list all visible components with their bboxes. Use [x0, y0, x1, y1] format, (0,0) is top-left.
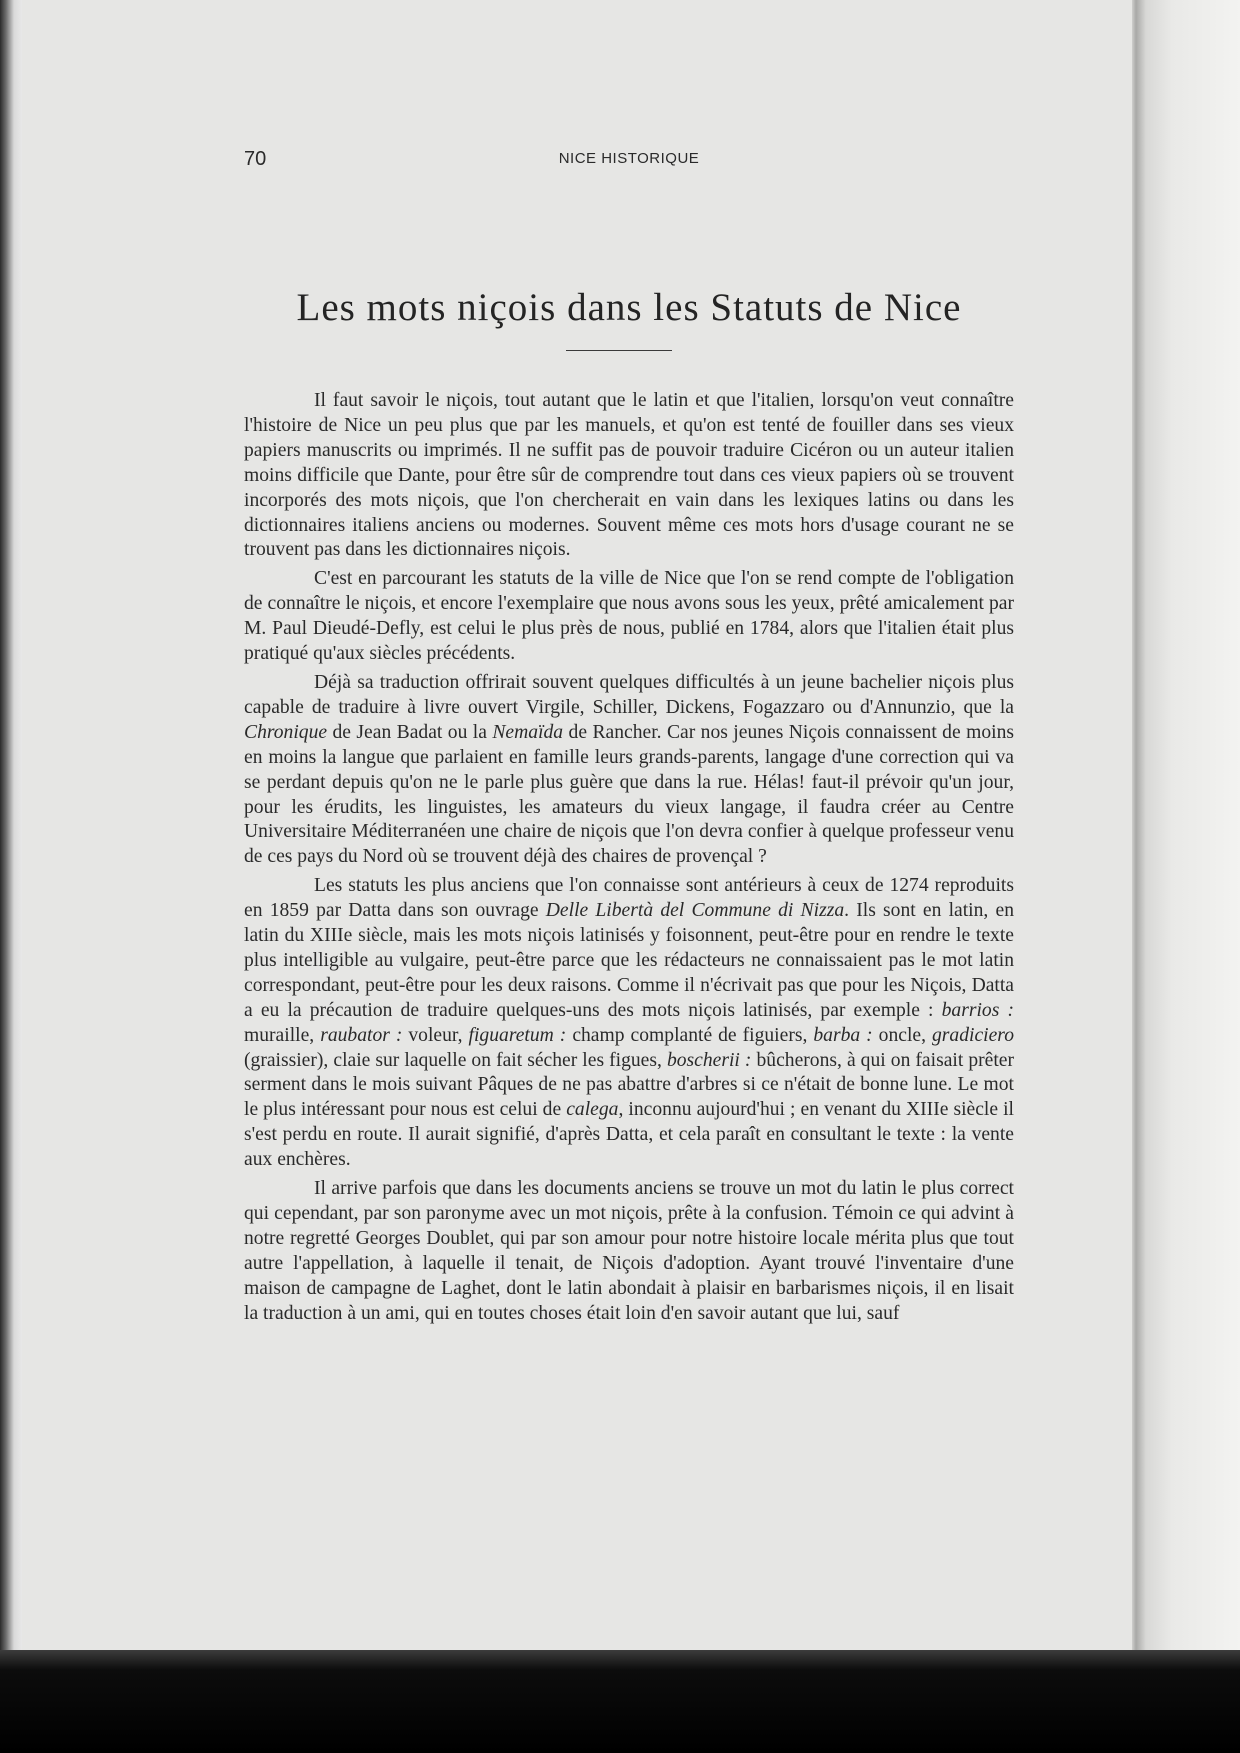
chronique-title: Chronique — [244, 721, 328, 743]
paragraph-3-text-b: de Jean Badat ou la — [327, 721, 493, 743]
paragraph-4 — [244, 874, 1014, 1173]
paragraph-4-text-d: voleur, — [402, 1024, 469, 1046]
word-raubator: raubator : — [320, 1024, 403, 1046]
paragraph-3-text-a: Déjà sa traduction offrirait souvent quelques difficultés à un jeune bachelier niçois plus capable de traduire à livre ouvert Virgile, Schiller, Dickens, Fogazzaro ou d'Annunzio, que la — [244, 671, 1014, 718]
scan-bottom-band — [0, 1650, 1240, 1753]
paragraph-5: Il arrive parfois que dans les documents anciens se trouve un mot du latin le plus correct qui cependant, par son paronyme avec un mot niçois, prête à la confusion. Témoin ce qui advint à notre regretté Georges Doublet, qui par son amour pour notre histoire locale mérita plus que tout autre l'appellation, à laquelle il tenait, de Niçois d'adoption. Ayant trouvé l'inventaire d'une maison de campagne de Laghet, dont le latin abondait à plaisir en barbarismes niçois, il en lisait la traduction à un ami, qui en toutes choses était loin d'en savoir autant que lui, sauf — [244, 1178, 1014, 1324]
article-title: Les mots niçois dans les Statuts de Nice — [296, 286, 962, 329]
page-number: 70 — [244, 148, 267, 170]
scan-left-edge — [0, 0, 22, 1753]
paragraph-4-text-a: Les statuts les plus anciens que l'on connaisse sont antérieurs à ceux de 1274 reproduits en 1859 par Datta dans son ouvrage — [244, 875, 1014, 922]
paragraph-4-text-i: , inconnu aujourd'hui ; en venant du XIIIe siècle il s'est perdu en route. Il aurait signifié, d'après Datta, et cela paraît en consultant le texte : la vente aux enchères. — [244, 1099, 1014, 1171]
running-head — [244, 148, 1014, 178]
word-barrios: barrios : — [941, 999, 1014, 1021]
paragraph-4-text-c: muraille, — [244, 1024, 321, 1046]
paragraph-4-text-g: (graissier), claie sur laquelle on fait sécher les figues, — [244, 1049, 667, 1071]
word-barba: barba : — [813, 1024, 873, 1046]
book-title: Delle Libertà del Commune di Nizza — [545, 900, 845, 922]
word-boscherii: boscherii : — [666, 1049, 752, 1071]
word-calega: calega — [566, 1099, 619, 1121]
nemaida-title: Nemaïda — [492, 721, 564, 743]
paragraph-4-text-e: champ complanté de figuiers, — [566, 1024, 814, 1046]
paragraph-3 — [244, 671, 1014, 870]
scan-right-edge — [1132, 0, 1240, 1650]
paragraph-4-text-b: . Ils sont en latin, en latin du XIIIe siècle, mais les mots niçois latinisés y foisonnent, peut-être pour en rendre le texte plus intelligible au vulgaire, peut-être parce que les rédacteurs ne connaissaient pas le mot latin correspondant, peut-être pour les deux raisons. Comme il n'écrivait pas que pour les Niçois, Datta a eu la précaution de traduire quelques-uns des mots niçois latinisés, par exemple : — [244, 900, 1014, 1021]
title-rule — [566, 350, 672, 351]
paragraph-2: C'est en parcourant les statuts de la ville de Nice que l'on se rend compte de l'obligation de connaître le niçois, et encore l'exemplaire que nous avons sous les yeux, prêté amicalement par M. Paul Dieudé-Defly, est celui le plus près de nous, publié en 1784, alors que l'italien était plus pratiqué qu'aux siècles précédents. — [244, 568, 1014, 665]
journal-title: NICE HISTORIQUE — [558, 150, 700, 167]
paragraph-4-text-h: bûcherons, à qui on faisait prêter serment dans le mois suivant Pâques de ne pas abattre d'arbres si ce n'était de bonne lune. Le mot le plus intéressant pour nous est celui de — [244, 1049, 1015, 1121]
article-body — [244, 389, 1014, 1331]
paragraph-1: Il faut savoir le niçois, tout autant que le latin et que l'italien, lorsqu'on veut connaître l'histoire de Nice un peu plus que par les manuels, et qu'on est tenté de fouiller dans ses vieux papiers manuscrits ou imprimés. Il ne suffit pas de pouvoir traduire Cicéron ou un auteur italien moins difficile que Dante, pour être sûr de comprendre tout dans ces vieux papiers où se trouvent incorporés des mots niçois, que l'on chercherait en vain dans les lexiques latins ou dans les dictionnaires italiens anciens ou modernes. Souvent même ces mots hors d'usage courant ne se trouvent pas dans les dictionnaires niçois. — [244, 390, 1014, 561]
word-gradiciero: gradiciero — [932, 1024, 1014, 1046]
paragraph-3-text-c: de Rancher. Car nos jeunes Niçois connaissent de moins en moins la langue que parlaient en famille leurs grands-parents, langage d'une correction qui va se perdant depuis qu'on ne le parle plus guère que dans la rue. Hélas! faut-il prévoir qu'un jour, pour les érudits, les linguistes, les amateurs du vieux langage, il faudra créer au Centre Universitaire Méditerranéen une chaire de niçois que l'on devra confier à quelque professeur venu de ces pays du Nord où se trouvent déjà des chaires de provençal ? — [244, 721, 1014, 868]
paragraph-4-text-f: oncle, — [872, 1024, 932, 1046]
word-figuaretum: figuaretum : — [468, 1024, 567, 1046]
